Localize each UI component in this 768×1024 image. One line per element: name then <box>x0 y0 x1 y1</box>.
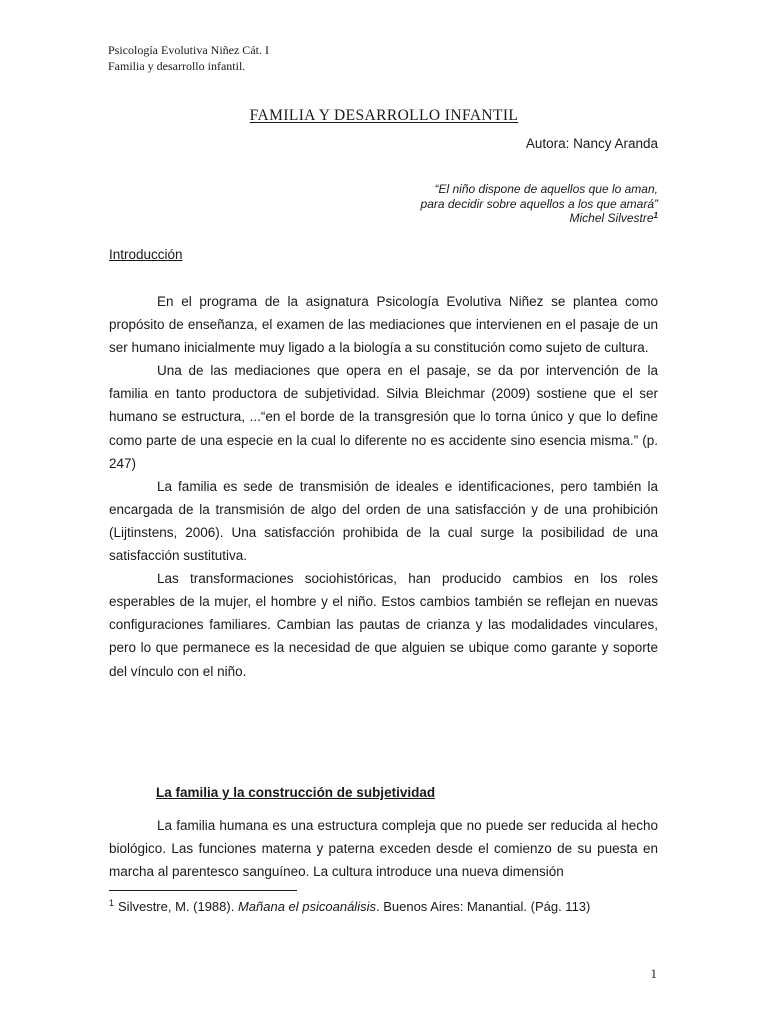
introduction-heading: Introducción <box>109 247 183 262</box>
footnote-separator <box>109 890 297 891</box>
introduction-paragraph-2: Una de las mediaciones que opera en el pasaje, se da por intervención de la familia en tanto productora de subjetividad. Silvia Bleichmar (2009) sostiene que el ser humano se estructura, ...“en el borde de la transgresión que lo torna único y que lo define como parte de una especie en la cual lo diferente no es accidente sino esencia misma.” (p. 247) <box>109 363 658 471</box>
introduction-body <box>109 290 658 683</box>
footnote-citation-title: Mañana el psicoanálisis <box>237 899 376 914</box>
document-title: FAMILIA Y DESARROLLO INFANTIL <box>249 107 519 124</box>
epigraph-attribution: Michel Silvestre <box>569 211 654 225</box>
epigraph <box>421 182 658 226</box>
running-header <box>108 42 269 74</box>
introduction-paragraph-4: Las transformaciones sociohistóricas, han producido cambios en los roles esperables de la mujer, el hombre y el niño. Estos cambios también se reflejan en nuevas configuraciones familiares. Cambian las pautas de crianza y las modalidades vinculares, pero lo que permanece es la necesidad de que alguien se ubique como garante y soporte del vínculo con el niño. <box>109 571 658 679</box>
introduction-paragraph-3: La familia es sede de transmisión de ideales e identificaciones, pero también la encargada de la transmisión de algo del orden de una satisfacción y de una prohibición (Lijtinstens, 2006). Una satisfacción prohibida de la cual surge la posibilidad de una satisfacción sustitutiva. <box>109 478 658 564</box>
footnote-marker: 1 <box>109 898 115 908</box>
introduction-paragraph-1: En el programa de la asignatura Psicología Evolutiva Niñez se plantea como propósito de enseñanza, el examen de las mediaciones que intervienen en el pasaje de un ser humano inicialmente muy ligado a la biología a su constitución como sujeto de cultura. <box>109 294 658 356</box>
section-heading-family-subjectivity: La familia y la construcción de subjetividad <box>156 785 436 800</box>
epigraph-line-2: para decidir sobre aquellos a los que amará” <box>420 196 658 211</box>
epigraph-line-1: “El niño dispone de aquellos que lo aman, <box>434 182 658 196</box>
running-header-topic: Familia y desarrollo infantil. <box>108 59 246 73</box>
footnote-citation-publisher: . Buenos Aires: Manantial. (Pág. 113) <box>375 899 591 914</box>
epigraph-attribution-row <box>421 211 658 226</box>
section-paragraph-1: La familia humana es una estructura compleja que no puede ser reducida al hecho biológico. Las funciones materna y paterna exceden desde el comienzo de su puesta en marcha al parentesco sanguíneo. La cultura introduce una nueva dimensión <box>109 818 658 880</box>
author-line: Autora: Nancy Aranda <box>525 136 658 151</box>
running-header-course: Psicología Evolutiva Niñez Cát. I <box>108 43 269 57</box>
page-number: 1 <box>650 966 657 981</box>
footnote-citation-author: Silvestre, M. (1988). <box>118 899 238 914</box>
section-body <box>109 814 658 883</box>
footnote-reference: 1 <box>653 211 658 220</box>
footnote <box>109 899 590 914</box>
